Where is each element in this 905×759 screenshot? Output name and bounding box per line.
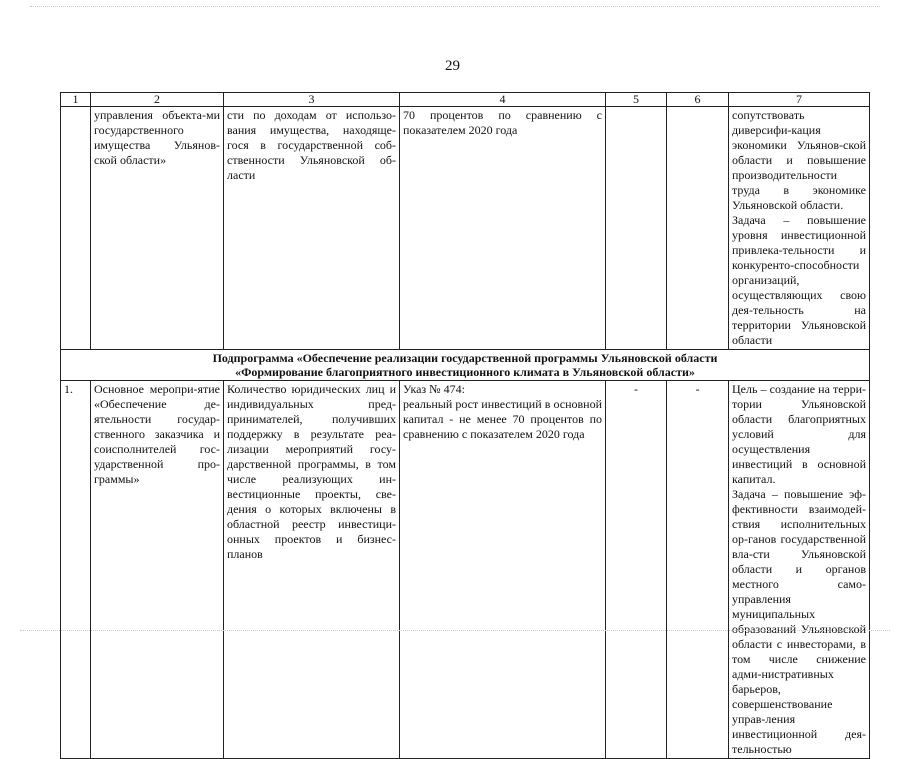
value-cell: - — [606, 381, 667, 759]
column-header: 1 — [61, 93, 91, 107]
indicator-cell: Количество юридических лиц и индивидуальных пред-принимателей, получивших поддержку в результате реа-лизации мероприятий госу-дарственной программы, в том числе реализующих ин-вестиционные проекты, све-дения о которых включены в областной реестр инвестици-онных проектов и бизнес-планов — [224, 381, 400, 759]
row-number-cell — [61, 107, 91, 350]
value-cell — [667, 107, 729, 350]
scan-edge-bottom — [20, 630, 890, 631]
column-header: 6 — [667, 93, 729, 107]
column-header: 2 — [91, 93, 224, 107]
goal-paragraph: сопутствовать диверсифи-кация экономики Ульянов-ской области и повышение производительности труда в экономике Ульяновской области. — [732, 108, 866, 212]
column-number-row — [61, 93, 870, 107]
subprogram-row — [61, 350, 870, 381]
goal-paragraph: Цель – создание на терри-тории Ульяновской области благоприятных условий для осуществления инвестиций в основной капитал. — [732, 382, 866, 486]
column-header: 4 — [400, 93, 606, 107]
indicator-cell: сти по доходам от использо-вания имущества, находяще-гося в государственной соб-ственности Ульяновской об-ласти — [224, 107, 400, 350]
task-paragraph: Задача – повышение уровня инвестиционной привлека-тельности и конкуренто-способности организаций, осуществляющих свою дея-тельность на территории Ульяновской области — [732, 213, 866, 347]
decree-reference: Указ № 474: — [403, 382, 465, 396]
goal-cell — [729, 107, 870, 350]
program-table — [60, 92, 870, 759]
subprogram-title-line2: «Формирование благоприятного инвестиционного климата в Ульяновской области» — [235, 365, 695, 379]
target-text: реальный рост инвестиций в основной капитал - не менее 70 процентов по сравнению с показателем 2020 года — [403, 397, 602, 441]
table-row — [61, 107, 870, 350]
subprogram-heading — [61, 350, 870, 381]
column-header: 7 — [729, 93, 870, 107]
page-number: 29 — [445, 58, 460, 74]
row-number-cell: 1. — [61, 381, 91, 759]
column-header: 3 — [224, 93, 400, 107]
table-row — [61, 381, 870, 759]
event-name-cell: Основное меропри-ятие «Обеспечение де-ятельности государ-ственного заказчика и соисполнителей гос-ударственной про-граммы» — [91, 381, 224, 759]
task-paragraph: Задача – повышение эф-фективности взаимодей-ствия исполнительных ор-ганов государственной вла-сти Ульяновской области и органов местного само-управления муниципальных образований Ульяновской области с инвесторами, в том числе снижение адми-нистративных барьеров, совершенствование управ-ления инвестиционной дея-тельностью — [732, 487, 866, 756]
target-cell: 70 процентов по сравнению с показателем 2020 года — [400, 107, 606, 350]
subprogram-title-line1: Подпрограмма «Обеспечение реализации государственной программы Ульяновской области — [212, 351, 718, 365]
event-name-cell: управления объекта-ми государственного имущества Ульянов-ской области» — [91, 107, 224, 350]
column-header: 5 — [606, 93, 667, 107]
value-cell — [606, 107, 667, 350]
scan-edge-top — [30, 6, 880, 7]
target-cell — [400, 381, 606, 759]
value-cell: - — [667, 381, 729, 759]
goal-cell — [729, 381, 870, 759]
